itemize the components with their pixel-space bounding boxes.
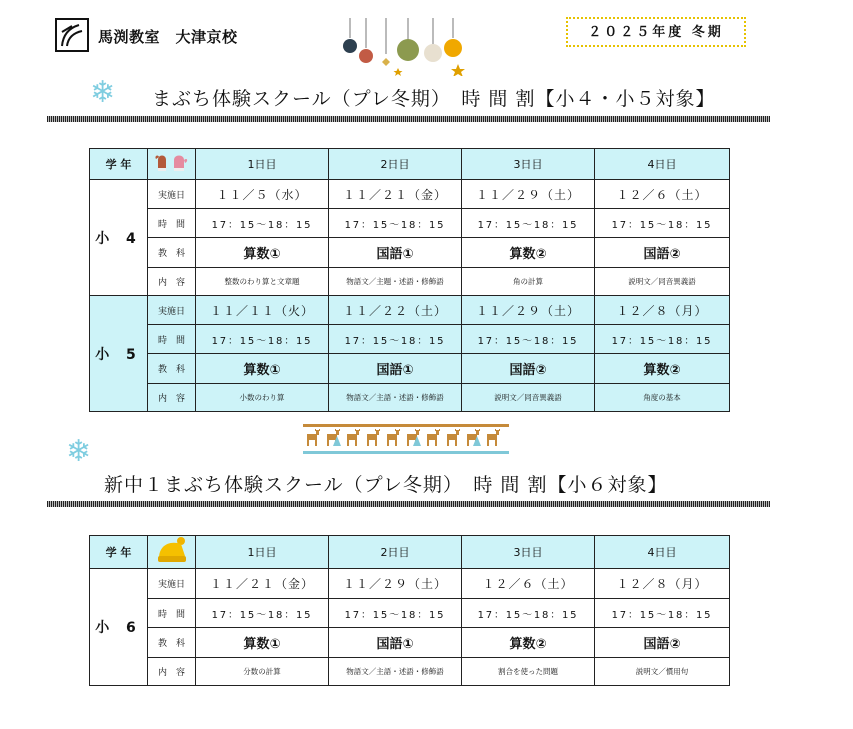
grade-cell: 小 6 <box>90 569 148 686</box>
date-cell: １１／２９（土） <box>329 569 462 599</box>
date-cell: １１／２１（金） <box>196 569 329 599</box>
row-label: 時 間 <box>148 599 196 628</box>
date-cell: １１／２９（土） <box>462 296 595 325</box>
time-cell: 17：15～18：15 <box>196 209 329 238</box>
date-cell: １１／５（水） <box>196 180 329 209</box>
date-cell: １１／２９（土） <box>462 180 595 209</box>
date-cell: １２／６（土） <box>595 180 730 209</box>
subject-cell: 国語① <box>329 628 462 658</box>
subject-cell: 算数② <box>462 238 595 268</box>
subject-cell: 算数① <box>196 354 329 384</box>
content-cell: 説明文／同音異義語 <box>462 384 595 412</box>
time-cell: 17：15～18：15 <box>595 599 730 628</box>
subject-cell: 国語② <box>462 354 595 384</box>
table-row <box>90 599 730 628</box>
day-header: 2日目 <box>329 149 462 180</box>
content-cell: 小数のわり算 <box>196 384 329 412</box>
school-name: 馬渕教室 大津京校 <box>98 28 238 46</box>
subject-cell: 国語① <box>329 238 462 268</box>
row-label: 時 間 <box>148 209 196 238</box>
table-row <box>90 325 730 354</box>
content-cell: 物語文／主語・述語・修飾語 <box>329 384 462 412</box>
table-row <box>90 354 730 384</box>
table-row <box>90 296 730 325</box>
content-cell: 角の計算 <box>462 268 595 296</box>
day-header: 3日目 <box>462 149 595 180</box>
table-row <box>90 209 730 238</box>
table-header-row <box>90 536 730 569</box>
timetable-grade6 <box>89 535 730 686</box>
time-cell: 17：15～18：15 <box>329 599 462 628</box>
subject-cell: 国語② <box>595 628 730 658</box>
row-label: 教 科 <box>148 354 196 384</box>
time-cell: 17：15～18：15 <box>196 599 329 628</box>
subject-cell: 算数① <box>196 238 329 268</box>
row-label: 教 科 <box>148 628 196 658</box>
time-cell: 17：15～18：15 <box>595 209 730 238</box>
row-label: 実施日 <box>148 296 196 325</box>
subject-cell: 算数② <box>595 354 730 384</box>
section2-divider <box>47 501 770 507</box>
knit-hat-icon <box>155 536 189 564</box>
header-icon-cell <box>148 536 196 569</box>
time-cell: 17：15～18：15 <box>462 599 595 628</box>
snowflake-icon: ❄ <box>66 434 92 469</box>
content-cell: 割合を使った問題 <box>462 658 595 686</box>
table-row <box>90 180 730 209</box>
time-cell: 17：15～18：15 <box>196 325 329 354</box>
row-label: 教 科 <box>148 238 196 268</box>
date-cell: １２／８（月） <box>595 296 730 325</box>
term-badge: ２０２５年度 冬期 <box>566 17 746 47</box>
table-row <box>90 268 730 296</box>
time-cell: 17：15～18：15 <box>462 209 595 238</box>
date-cell: １２／６（土） <box>462 569 595 599</box>
section2-title: 新中１まぶち体験スクール（プレ冬期） 時 間 割【小６対象】 <box>104 474 668 496</box>
table-header-row <box>90 149 730 180</box>
row-label: 内 容 <box>148 268 196 296</box>
horse-logo-icon <box>57 20 87 50</box>
grade-cell: 小 4 <box>90 180 148 296</box>
mittens-icon <box>154 150 190 174</box>
time-cell: 17：15～18：15 <box>462 325 595 354</box>
content-cell: 物語文／主題・述語・修飾語 <box>329 268 462 296</box>
content-cell: 説明文／同音異義語 <box>595 268 730 296</box>
nordic-deer-pattern-icon <box>303 424 509 454</box>
grade-header: 学 年 <box>90 149 148 180</box>
subject-cell: 国語② <box>595 238 730 268</box>
date-cell: １１／１１（火） <box>196 296 329 325</box>
day-header: 4日目 <box>595 149 730 180</box>
content-cell: 物語文／主語・述語・修飾語 <box>329 658 462 686</box>
date-cell: １１／２１（金） <box>329 180 462 209</box>
content-cell: 角度の基本 <box>595 384 730 412</box>
christmas-ornaments-icon <box>338 18 478 76</box>
day-header: 1日目 <box>196 536 329 569</box>
table-row <box>90 569 730 599</box>
time-cell: 17：15～18：15 <box>329 325 462 354</box>
date-cell: １１／２２（土） <box>329 296 462 325</box>
snowflake-icon: ❄ <box>90 75 116 110</box>
table-row <box>90 658 730 686</box>
date-cell: １２／８（月） <box>595 569 730 599</box>
table-row <box>90 384 730 412</box>
row-label: 実施日 <box>148 180 196 209</box>
row-label: 実施日 <box>148 569 196 599</box>
subject-cell: 算数② <box>462 628 595 658</box>
content-cell: 説明文／慣用句 <box>595 658 730 686</box>
grade-header: 学 年 <box>90 536 148 569</box>
table-row <box>90 238 730 268</box>
time-cell: 17：15～18：15 <box>595 325 730 354</box>
time-cell: 17：15～18：15 <box>329 209 462 238</box>
row-label: 時 間 <box>148 325 196 354</box>
day-header: 1日目 <box>196 149 329 180</box>
header-icon-cell <box>148 149 196 180</box>
day-header: 3日目 <box>462 536 595 569</box>
content-cell: 整数のわり算と文章題 <box>196 268 329 296</box>
subject-cell: 算数① <box>196 628 329 658</box>
section1-title: まぶち体験スクール（プレ冬期） 時 間 割【小４・小５対象】 <box>152 88 716 110</box>
subject-cell: 国語① <box>329 354 462 384</box>
grade-cell: 小 5 <box>90 296 148 412</box>
table-row <box>90 628 730 658</box>
timetable-grade4-5 <box>89 148 730 412</box>
school-logo <box>55 18 89 52</box>
row-label: 内 容 <box>148 658 196 686</box>
row-label: 内 容 <box>148 384 196 412</box>
day-header: 4日目 <box>595 536 730 569</box>
day-header: 2日目 <box>329 536 462 569</box>
section1-divider <box>47 116 770 122</box>
content-cell: 分数の計算 <box>196 658 329 686</box>
